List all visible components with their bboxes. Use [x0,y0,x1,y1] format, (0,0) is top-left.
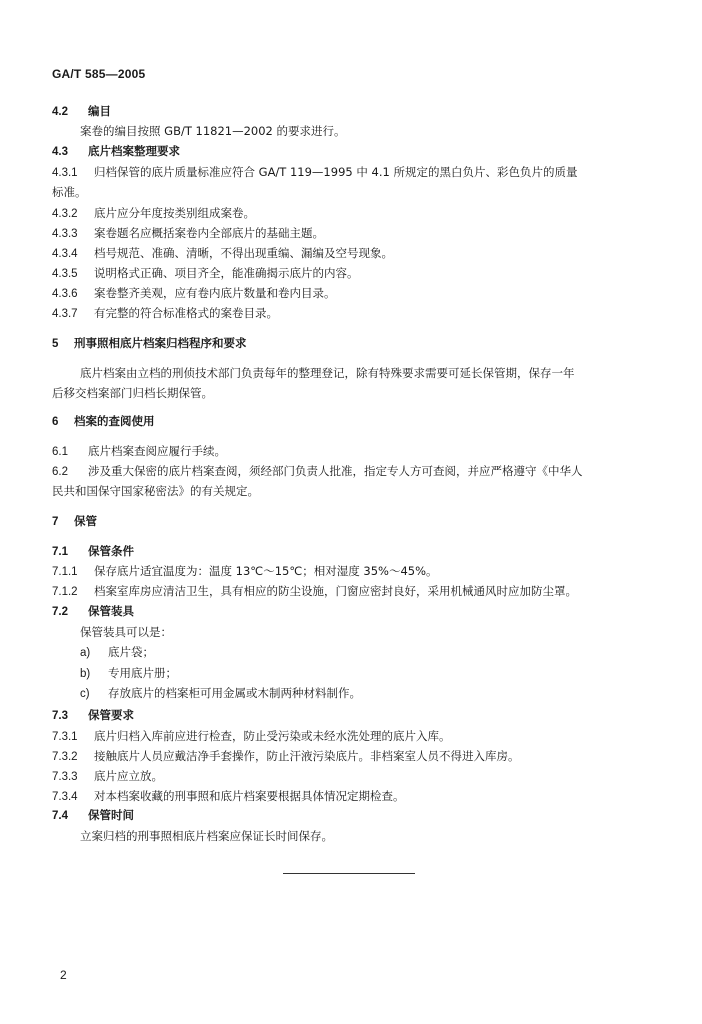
clause-number: 4.3.7 [52,308,78,320]
section-7-1-heading [52,544,134,559]
section-number: 7 [52,516,59,528]
section-number: 6 [52,416,59,428]
clause-7-3-3 [52,769,163,784]
section-title: 保管 [74,514,97,528]
list-item-label: c) [80,688,90,700]
section-5-heading [52,336,247,351]
section-title: 编目 [88,104,111,118]
section-title: 保管条件 [88,544,134,558]
clause-text: 档案室库房应清洁卫生，具有相应的防尘设施，门窗应密封良好，采用机械通风时应加防尘罩。 [94,584,577,598]
clause-text: 有完整的符合标准格式的案卷目录。 [94,306,278,320]
section-number: 4.2 [52,106,68,118]
list-item-label: a) [80,647,91,659]
list-item-text: 底片袋； [108,645,154,659]
section-7-4-body: 立案归档的刑事照相底片档案应保证长时间保存。 [80,829,333,843]
clause-text: 接触底片人员应戴洁净手套操作，防止汗液污染底片。非档案室人员不得进入库房。 [94,749,520,763]
list-item [80,666,177,681]
clause-4-3-1 [52,165,577,180]
end-of-document-rule [283,873,415,874]
clause-6-2 [52,464,583,479]
clause-number: 7.3.4 [52,791,78,803]
clause-4-3-5 [52,266,359,281]
clause-7-1-1 [52,564,438,579]
clause-4-3-1-continued: 标准。 [52,185,87,199]
clause-text: 底片应分年度按类别组成案卷。 [94,206,255,220]
section-title: 档案的查阅使用 [74,414,155,428]
clause-number: 4.3.3 [52,228,78,240]
section-7-3-heading [52,708,134,723]
clause-number: 6.2 [52,466,68,478]
clause-6-2-continued: 民共和国保守国家秘密法》的有关规定。 [52,484,259,498]
section-7-2-heading [52,604,134,619]
clause-6-1 [52,444,226,459]
clause-number: 7.3.1 [52,731,78,743]
clause-text: 说明格式正确、项目齐全，能准确揭示底片的内容。 [94,266,359,280]
clause-number: 7.1.2 [52,586,78,598]
clause-text: 档号规范、准确、清晰，不得出现重编、漏编及空号现象。 [94,246,393,260]
clause-7-3-4 [52,789,405,804]
section-number: 7.2 [52,606,68,618]
section-number: 7.4 [52,810,68,822]
standard-code-header: GA/T 585—2005 [52,67,146,81]
section-7-4-heading [52,808,134,823]
clause-text: 归档保管的底片质量标准应符合 GA/T 119—1995 中 4.1 所规定的黑白负片、彩色负片的质量 [94,165,578,179]
section-number: 7.1 [52,546,68,558]
section-title: 保管时间 [88,808,134,822]
clause-4-3-6 [52,286,336,301]
section-6-heading [52,414,155,429]
clause-text: 对本档案收藏的刑事照和底片档案要根据具体情况定期检查。 [94,789,405,803]
section-5-paragraph-continued: 后移交档案部门归档长期保管。 [52,386,213,400]
list-item-text: 存放底片的档案柜可用金属或木制两种材料制作。 [108,686,361,700]
clause-7-1-2 [52,584,577,599]
section-4-3-heading [52,144,180,159]
section-title: 底片档案整理要求 [88,144,180,158]
clause-4-3-3 [52,226,324,241]
clause-text: 保存底片适宜温度为：温度 13℃～15℃；相对湿度 35%～45%。 [94,564,438,578]
clause-number: 7.3.2 [52,751,78,763]
clause-number: 7.3.3 [52,771,78,783]
clause-number: 4.3.2 [52,208,78,220]
section-7-heading [52,514,97,529]
list-item-text: 专用底片册； [108,666,177,680]
section-number: 5 [52,338,59,350]
clause-text: 底片归档入库前应进行检查，防止受污染或未经水洗处理的底片入库。 [94,729,451,743]
section-7-2-intro: 保管装具可以是： [80,625,172,639]
clause-text: 案卷题名应概括案卷内全部底片的基础主题。 [94,226,324,240]
clause-number: 7.1.1 [52,566,78,578]
section-4-2-body: 案卷的编目按照 GB/T 11821—2002 的要求进行。 [80,124,346,138]
clause-number: 4.3.5 [52,268,78,280]
clause-7-3-1 [52,729,451,744]
list-item-label: b) [80,668,91,680]
clause-text: 底片档案查阅应履行手续。 [88,444,226,458]
section-title: 保管要求 [88,708,134,722]
section-4-2-heading [52,104,111,119]
clause-7-3-2 [52,749,520,764]
clause-number: 6.1 [52,446,68,458]
section-number: 7.3 [52,710,68,722]
clause-4-3-2 [52,206,255,221]
clause-text: 案卷整齐美观，应有卷内底片数量和卷内目录。 [94,286,336,300]
section-title: 刑事照相底片档案归档程序和要求 [74,336,247,350]
section-5-paragraph: 底片档案由立档的刑侦技术部门负责每年的整理登记，除有特殊要求需要可延长保管期，保存一年 [80,366,575,380]
clause-text: 底片应立放。 [94,769,163,783]
clause-number: 4.3.1 [52,167,78,179]
page-number: 2 [60,968,67,982]
list-item [80,645,154,660]
list-item [80,686,361,701]
clause-4-3-7 [52,306,278,321]
clause-number: 4.3.4 [52,248,78,260]
clause-text: 涉及重大保密的底片档案查阅，须经部门负责人批准，指定专人方可查阅，并应严格遵守《中华人 [88,464,583,478]
section-title: 保管装具 [88,604,134,618]
clause-number: 4.3.6 [52,288,78,300]
section-number: 4.3 [52,146,68,158]
clause-4-3-4 [52,246,393,261]
